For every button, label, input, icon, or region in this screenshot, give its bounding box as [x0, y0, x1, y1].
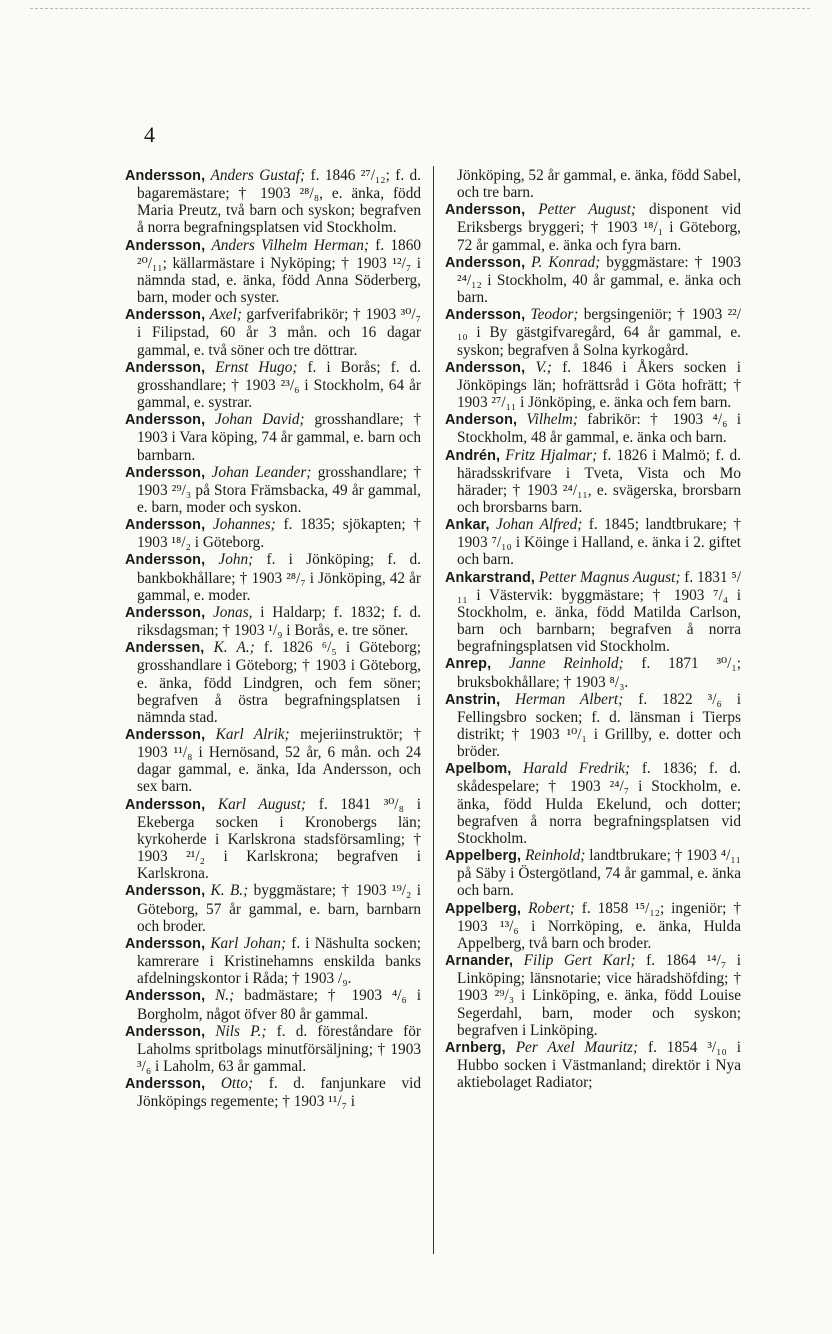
- obituary-entry: [125, 1023, 421, 1075]
- entry-surname: Andersson,: [125, 1076, 206, 1093]
- entry-text: f. d. föreståndare för Laholms spritbolags minutförsäljning; † 1903 ³/₆ i Laholm, 63 år gammal.: [137, 1022, 422, 1075]
- entry-text: badmästare; † 1903 ⁴/₆ i Borgholm, något öfver 80 år gammal.: [137, 987, 421, 1023]
- entry-given-names: Anders Gustaf;: [210, 167, 306, 184]
- right-column: [445, 167, 741, 1091]
- obituary-entry: [125, 516, 421, 551]
- entry-surname: Andersson,: [445, 254, 526, 271]
- obituary-entry: [125, 726, 421, 796]
- entry-given-names: Axel;: [209, 306, 242, 324]
- page-number: 4: [144, 122, 155, 147]
- column-divider: [433, 166, 434, 1254]
- entry-text: f. 1846 ²⁷/₁₂; f. d. bagaremästare; † 1903 ²⁸/₈, e. änka, född Maria Preutz, två barn och syskon; begrafven å norra begrafningsplatsen vid Stockholm.: [137, 167, 421, 237]
- obituary-entry: [125, 796, 421, 883]
- obituary-entry: [445, 691, 741, 761]
- entry-text: f. 1871 ³⁰/₁; bruksbokhållare; † 1903 ⁸/₃.: [457, 655, 741, 691]
- obituary-entry: [445, 1039, 741, 1091]
- entry-surname: Andersson,: [125, 237, 206, 254]
- entry-given-names: Karl Alrik;: [215, 726, 290, 743]
- entry-surname: Anrep,: [445, 656, 492, 673]
- entry-given-names: Robert;: [528, 899, 575, 917]
- entry-given-names: Karl August;: [217, 795, 306, 813]
- entry-given-names: Herman Albert;: [515, 690, 624, 708]
- entry-text: f. 1835; sjökapten; † 1903 ¹⁸/₂ i Göteborg.: [137, 516, 421, 552]
- entry-text: f. 1860 ²⁰/₁₁; källarmästare i Nyköping; † 1903 ¹²/₇ i nämnda stad, e. änka, född Anna Söderberg, barn, moder och syster.: [137, 236, 422, 307]
- entry-surname: Anderssen,: [125, 640, 205, 657]
- entry-given-names: John;: [218, 551, 254, 569]
- entry-surname: Arnander,: [445, 953, 514, 970]
- entry-text: disponent vid Eriksbergs bryggeri; † 1903 ¹⁸/₁ i Göteborg, 72 år gammal, e. änka och fyra barn.: [457, 201, 742, 254]
- entry-surname: Andersson,: [125, 988, 206, 1005]
- entry-surname: Andersson,: [125, 464, 206, 481]
- entry-text: bergsingeniör; † 1903 ²²/₁₀ i By gästgifvaregård, 64 år gammal, e. syskon; begrafven å Solna kyrkogård.: [457, 306, 742, 359]
- entry-text: f. 1845; landtbrukare; † 1903 ⁷/₁₀ i Köinge i Halland, e. änka i 2. giftet och barn.: [457, 516, 742, 569]
- entry-text: f. 1846 i Åkers socken i Jönköpings län; hofrättsråd i Göta hofrätt; † 1903 ²⁷/₁₁ i Jönköping, e. änka och fem barn.: [457, 358, 741, 412]
- entry-given-names: V.;: [535, 358, 552, 376]
- obituary-entry: [125, 167, 421, 237]
- entry-given-names: Vilhelm;: [526, 411, 578, 429]
- entry-text: f. i Näshulta socken; kamrerare i Kristinehamns enskilda banks afdelningskontor i Råda; † 1903 /₉.: [137, 934, 421, 988]
- obituary-entry: [445, 411, 741, 446]
- entry-surname: Anderson,: [445, 412, 518, 429]
- entry-given-names: Harald Fredrik;: [523, 760, 631, 778]
- obituary-entry: [445, 306, 741, 358]
- entry-given-names: Ernst Hugo;: [215, 358, 298, 376]
- entry-surname: Anstrin,: [445, 691, 501, 708]
- entry-given-names: Fritz Hjalmar;: [505, 446, 598, 464]
- entry-text: f. d. fanjunkare vid Jönköpings regemente; † 1903 ¹¹/₇ i: [137, 1075, 421, 1111]
- obituary-entry: [445, 900, 741, 952]
- left-column: [125, 167, 421, 1110]
- entry-given-names: Petter Magnus August;: [538, 568, 681, 586]
- entry-given-names: Johan Alfred;: [496, 516, 583, 534]
- entry-surname: Andersson,: [125, 604, 206, 621]
- entry-given-names: Per Axel Mauritz;: [515, 1038, 639, 1056]
- obituary-entry: [445, 847, 741, 899]
- obituary-entry: [125, 1075, 421, 1110]
- entry-surname: Andersson,: [445, 307, 526, 324]
- entry-given-names: Reinhold;: [525, 847, 586, 865]
- entry-surname: Andersson,: [125, 168, 206, 184]
- obituary-entry: [125, 882, 421, 934]
- obituary-entry: [125, 237, 421, 307]
- entry-text: garfverifabrikör; † 1903 ³⁰/₇ i Filipstad, 60 år 3 mån. och 16 dagar gammal, e. två söner och tre döttrar.: [137, 306, 421, 359]
- entry-given-names: Nils P.;: [215, 1022, 267, 1040]
- obituary-entry: [445, 254, 741, 306]
- top-rule: [30, 8, 810, 9]
- obituary-entry: [445, 167, 741, 201]
- entry-text: byggmästare: † 1903 ²⁴/₁₂ i Stockholm, 40 år gammal, e. änka och barn.: [457, 253, 741, 307]
- entry-given-names: Otto;: [220, 1075, 254, 1093]
- obituary-entry: [445, 516, 741, 568]
- entry-surname: Andersson,: [125, 359, 206, 376]
- entry-text: byggmästare; † 1903 ¹⁹/₂ i Göteborg, 57 år gammal, e. barn, barnbarn och broder.: [137, 882, 422, 935]
- entry-given-names: Karl Johan;: [210, 934, 287, 952]
- entry-text: f. 1831 ⁵/₁₁ i Västervik: byggmästare; † 1903 ⁷/₄ i Stockholm, e. änka, född Matilda Carlson, barn och barnbarn; begrafven å norra begrafningsplatsen vid Stockholm.: [457, 568, 741, 656]
- entry-surname: Andersson,: [125, 412, 206, 429]
- entry-surname: Andersson,: [125, 307, 206, 324]
- entry-surname: Ankarstrand,: [445, 569, 535, 586]
- obituary-entry: [125, 359, 421, 411]
- obituary-entry: [125, 464, 421, 516]
- entry-given-names: Johan David;: [214, 411, 305, 429]
- entry-surname: Andersson,: [445, 202, 526, 219]
- entry-given-names: K. A.;: [213, 639, 255, 657]
- entry-surname: Andersson,: [125, 727, 206, 743]
- obituary-entry: [125, 935, 421, 987]
- entry-given-names: Filip Gert Karl;: [523, 952, 636, 970]
- entry-surname: Andersson,: [445, 359, 526, 376]
- obituary-entry: [125, 411, 421, 463]
- entry-surname: Ankar,: [445, 517, 490, 534]
- obituary-entry: [445, 952, 741, 1039]
- entry-text: Jönköping, 52 år gammal, e. änka, född Sabel, och tre barn.: [457, 167, 741, 202]
- entry-text: f. 1836; f. d. skådespelare; † 1903 ²⁴/₇ i Stockholm, e. änka, född Hulda Ekelund, och dotter; begrafven å norra begrafningsplatsen vid Stockholm.: [457, 760, 741, 847]
- entry-text: i Haldarp; f. 1832; f. d. riksdagsman; † 1903 ¹/₉ i Borås, e. tre söner.: [137, 603, 422, 640]
- obituary-entry: [125, 551, 421, 603]
- entry-text: f. 1826 ⁶/₅ i Göteborg; grosshandlare i Göteborg; † 1903 i Göteborg, e. änka, född Lindgren, och fem söner; begrafven å östra begrafningsplatsen i nämnda stad.: [137, 639, 422, 726]
- entry-text: f. 1854 ³/₁₀ i Hubbo socken i Västmanland; direktör i Nya aktiebolaget Radiator;: [457, 1038, 741, 1092]
- entry-surname: Appelberg,: [445, 900, 522, 917]
- entry-surname: Andrén,: [445, 447, 501, 464]
- entry-surname: Andersson,: [125, 796, 206, 813]
- entry-surname: Andersson,: [125, 552, 206, 569]
- entry-text: f. i Jönköping; f. d. bankbokhållare; † 1903 ²⁸/₇ i Jönköping, 42 år gammal, e. moder.: [137, 551, 422, 604]
- entry-text: fabrikör: † 1903 ⁴/₆ i Stockholm, 48 år gammal, e. änka och barn.: [457, 411, 741, 447]
- entry-text: f. 1864 ¹⁴/₇ i Linköping; länsnotarie; vice häradshöfding; † 1903 ²⁹/₃ i Linköping, e. änka, född Louise Segerdahl, barn, moder och syskon; begrafven i Linköping.: [457, 952, 741, 1039]
- entry-text: mejeriinstruktör; † 1903 ¹¹/₈ i Hernösand, 52 år, 6 mån. och 24 dagar gammal, e. änka, Ida Andersson, och sex barn.: [137, 726, 422, 796]
- obituary-entry: [125, 306, 421, 358]
- entry-given-names: Teodor;: [530, 306, 579, 324]
- entry-text: grosshandlare; † 1903 i Vara köping, 74 år gammal, e. barn och barnbarn.: [137, 411, 422, 464]
- obituary-entry: [445, 359, 741, 411]
- entry-given-names: Anders Vilhelm Herman;: [211, 236, 369, 254]
- entry-surname: Arnberg,: [445, 1039, 506, 1056]
- obituary-entry: [445, 569, 741, 656]
- entry-text: landtbrukare; † 1903 ⁴/₁₁ på Säby i Östergötland, 74 år gammal, e. änka och barn.: [457, 847, 742, 900]
- entry-text: f. 1826 i Malmö; f. d. häradsskrifvare i Tveta, Vista och Mo härader; † 1903 ²⁴/₁₁, e. svägerska, brorsbarn och brorsbarns barn.: [457, 446, 741, 516]
- entry-given-names: Johan Leander;: [211, 463, 312, 481]
- obituary-entry: [445, 447, 741, 517]
- entry-given-names: K. B.;: [210, 882, 249, 900]
- entry-text: grosshandlare; † 1903 ²⁹/₃ på Stora Främsbacka, 49 år gammal, e. barn, moder och syskon.: [137, 463, 421, 516]
- entry-given-names: Petter August;: [538, 201, 636, 219]
- entry-surname: Andersson,: [125, 517, 206, 534]
- entry-text: f. 1841 ³⁰/₈ i Ekeberga socken i Kronobergs län; kyrkoherde i Karlskrona stadsförsamling; † 1903 ²¹/₂ i Karlskrona; begrafven i Karlskrona.: [137, 795, 421, 883]
- obituary-entry: [445, 760, 741, 847]
- obituary-entry: [445, 201, 741, 253]
- entry-surname: Apelbom,: [445, 761, 512, 778]
- entry-given-names: N.;: [215, 987, 235, 1005]
- entry-text: f. 1858 ¹⁵/₁₂; ingeniör; † 1903 ¹³/₆ i Norrköping, e. änka, Hulda Appelberg, två barn och broder.: [457, 899, 741, 952]
- entry-given-names: Johannes;: [212, 516, 276, 534]
- obituary-entry: [445, 655, 741, 690]
- obituary-entry: [125, 604, 421, 639]
- entry-surname: Andersson,: [125, 883, 206, 900]
- entry-surname: Andersson,: [125, 935, 206, 952]
- obituary-entry: [125, 639, 421, 726]
- obituary-entry: [125, 987, 421, 1022]
- entry-given-names: P. Konrad;: [531, 253, 601, 271]
- entry-surname: Andersson,: [125, 1023, 206, 1040]
- entry-text: f. 1822 ³/₆ i Fellingsbro socken; f. d. länsman i Tierps distrikt; † 1903 ¹⁰/₁ i Grillby, e. dotter och bröder.: [457, 690, 741, 761]
- entry-given-names: Jonas,: [212, 603, 253, 621]
- entry-text: f. i Borås; f. d. grosshandlare; † 1903 ²³/₆ i Stockholm, 64 år gammal, e. systrar.: [137, 358, 421, 412]
- entry-surname: Appelberg,: [445, 848, 522, 865]
- entry-given-names: Janne Reinhold;: [508, 655, 624, 673]
